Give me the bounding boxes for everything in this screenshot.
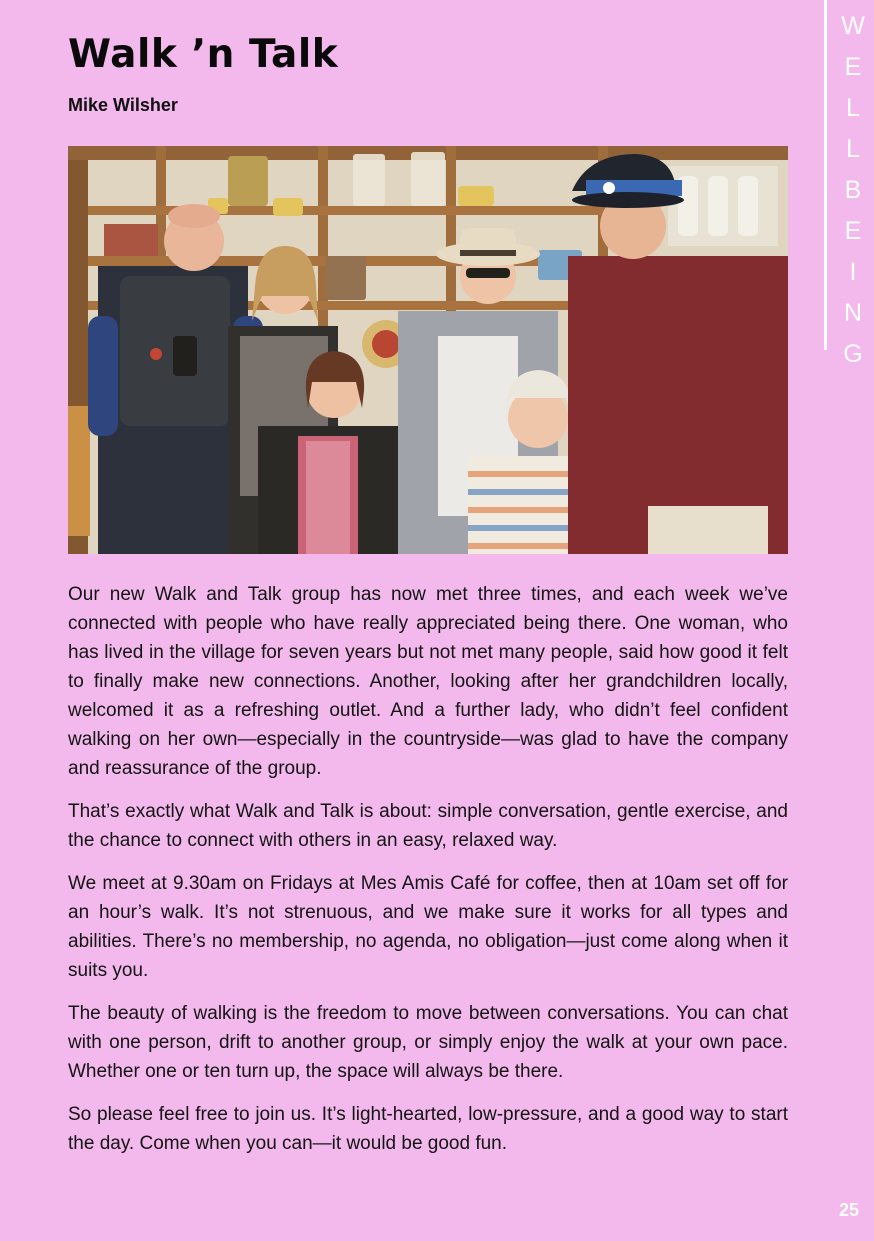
article-body — [68, 580, 788, 1172]
article-author: Mike Wilsher — [68, 95, 178, 115]
body-paragraph: We meet at 9.30am on Fridays at Mes Amis Café for coffee, then at 10am set off for an hour’s walk. It’s not strenuous, and we make sure it works for all types and abilities. There’s no membership, no agenda, no obligation—just come along when it suits you. — [68, 873, 788, 981]
section-tab-letter: N — [843, 299, 863, 327]
section-tab — [824, 0, 874, 368]
group-photo — [68, 146, 788, 554]
body-paragraph: That’s exactly what Walk and Talk is about: simple conversation, gentle exercise, and the chance to connect with others in an easy, relaxed way. — [68, 801, 788, 851]
section-tab-letter: B — [844, 176, 862, 204]
section-tab-letter: L — [846, 94, 860, 122]
body-paragraph: The beauty of walking is the freedom to move between conversations. You can chat with one person, drift to another group, or simply enjoy the walk at your own pace. Whether one or ten turn up, the space will always be there. — [68, 1003, 788, 1082]
article-title: Walk ’n Talk — [68, 32, 339, 77]
section-tab-letter: E — [844, 217, 862, 245]
section-tab-letter: W — [841, 12, 865, 40]
section-tab-label — [836, 6, 870, 375]
section-tab-letter: E — [844, 53, 862, 81]
section-tab-rule — [824, 0, 827, 350]
body-paragraph: So please feel free to join us. It’s light-hearted, low-pressure, and a good way to start the day. Come when you can—it would be good fun. — [68, 1104, 788, 1154]
page-number: 25 — [838, 1200, 859, 1220]
section-tab-letter: G — [843, 340, 863, 368]
section-tab-letter: I — [849, 258, 857, 286]
section-tab-letter: L — [846, 135, 860, 163]
body-paragraph: Our new Walk and Talk group has now met three times, and each week we’ve connected with people who have really appreciated being there. One woman, who has lived in the village for seven years but not met many people, said how good it felt to finally make new connections. Another, looking after her grandchildren locally, welcomed it as a refreshing outlet. And a further lady, who didn’t feel confident walking on her own—especially in the countryside—was glad to have the company and reassurance of the group. — [68, 584, 788, 779]
